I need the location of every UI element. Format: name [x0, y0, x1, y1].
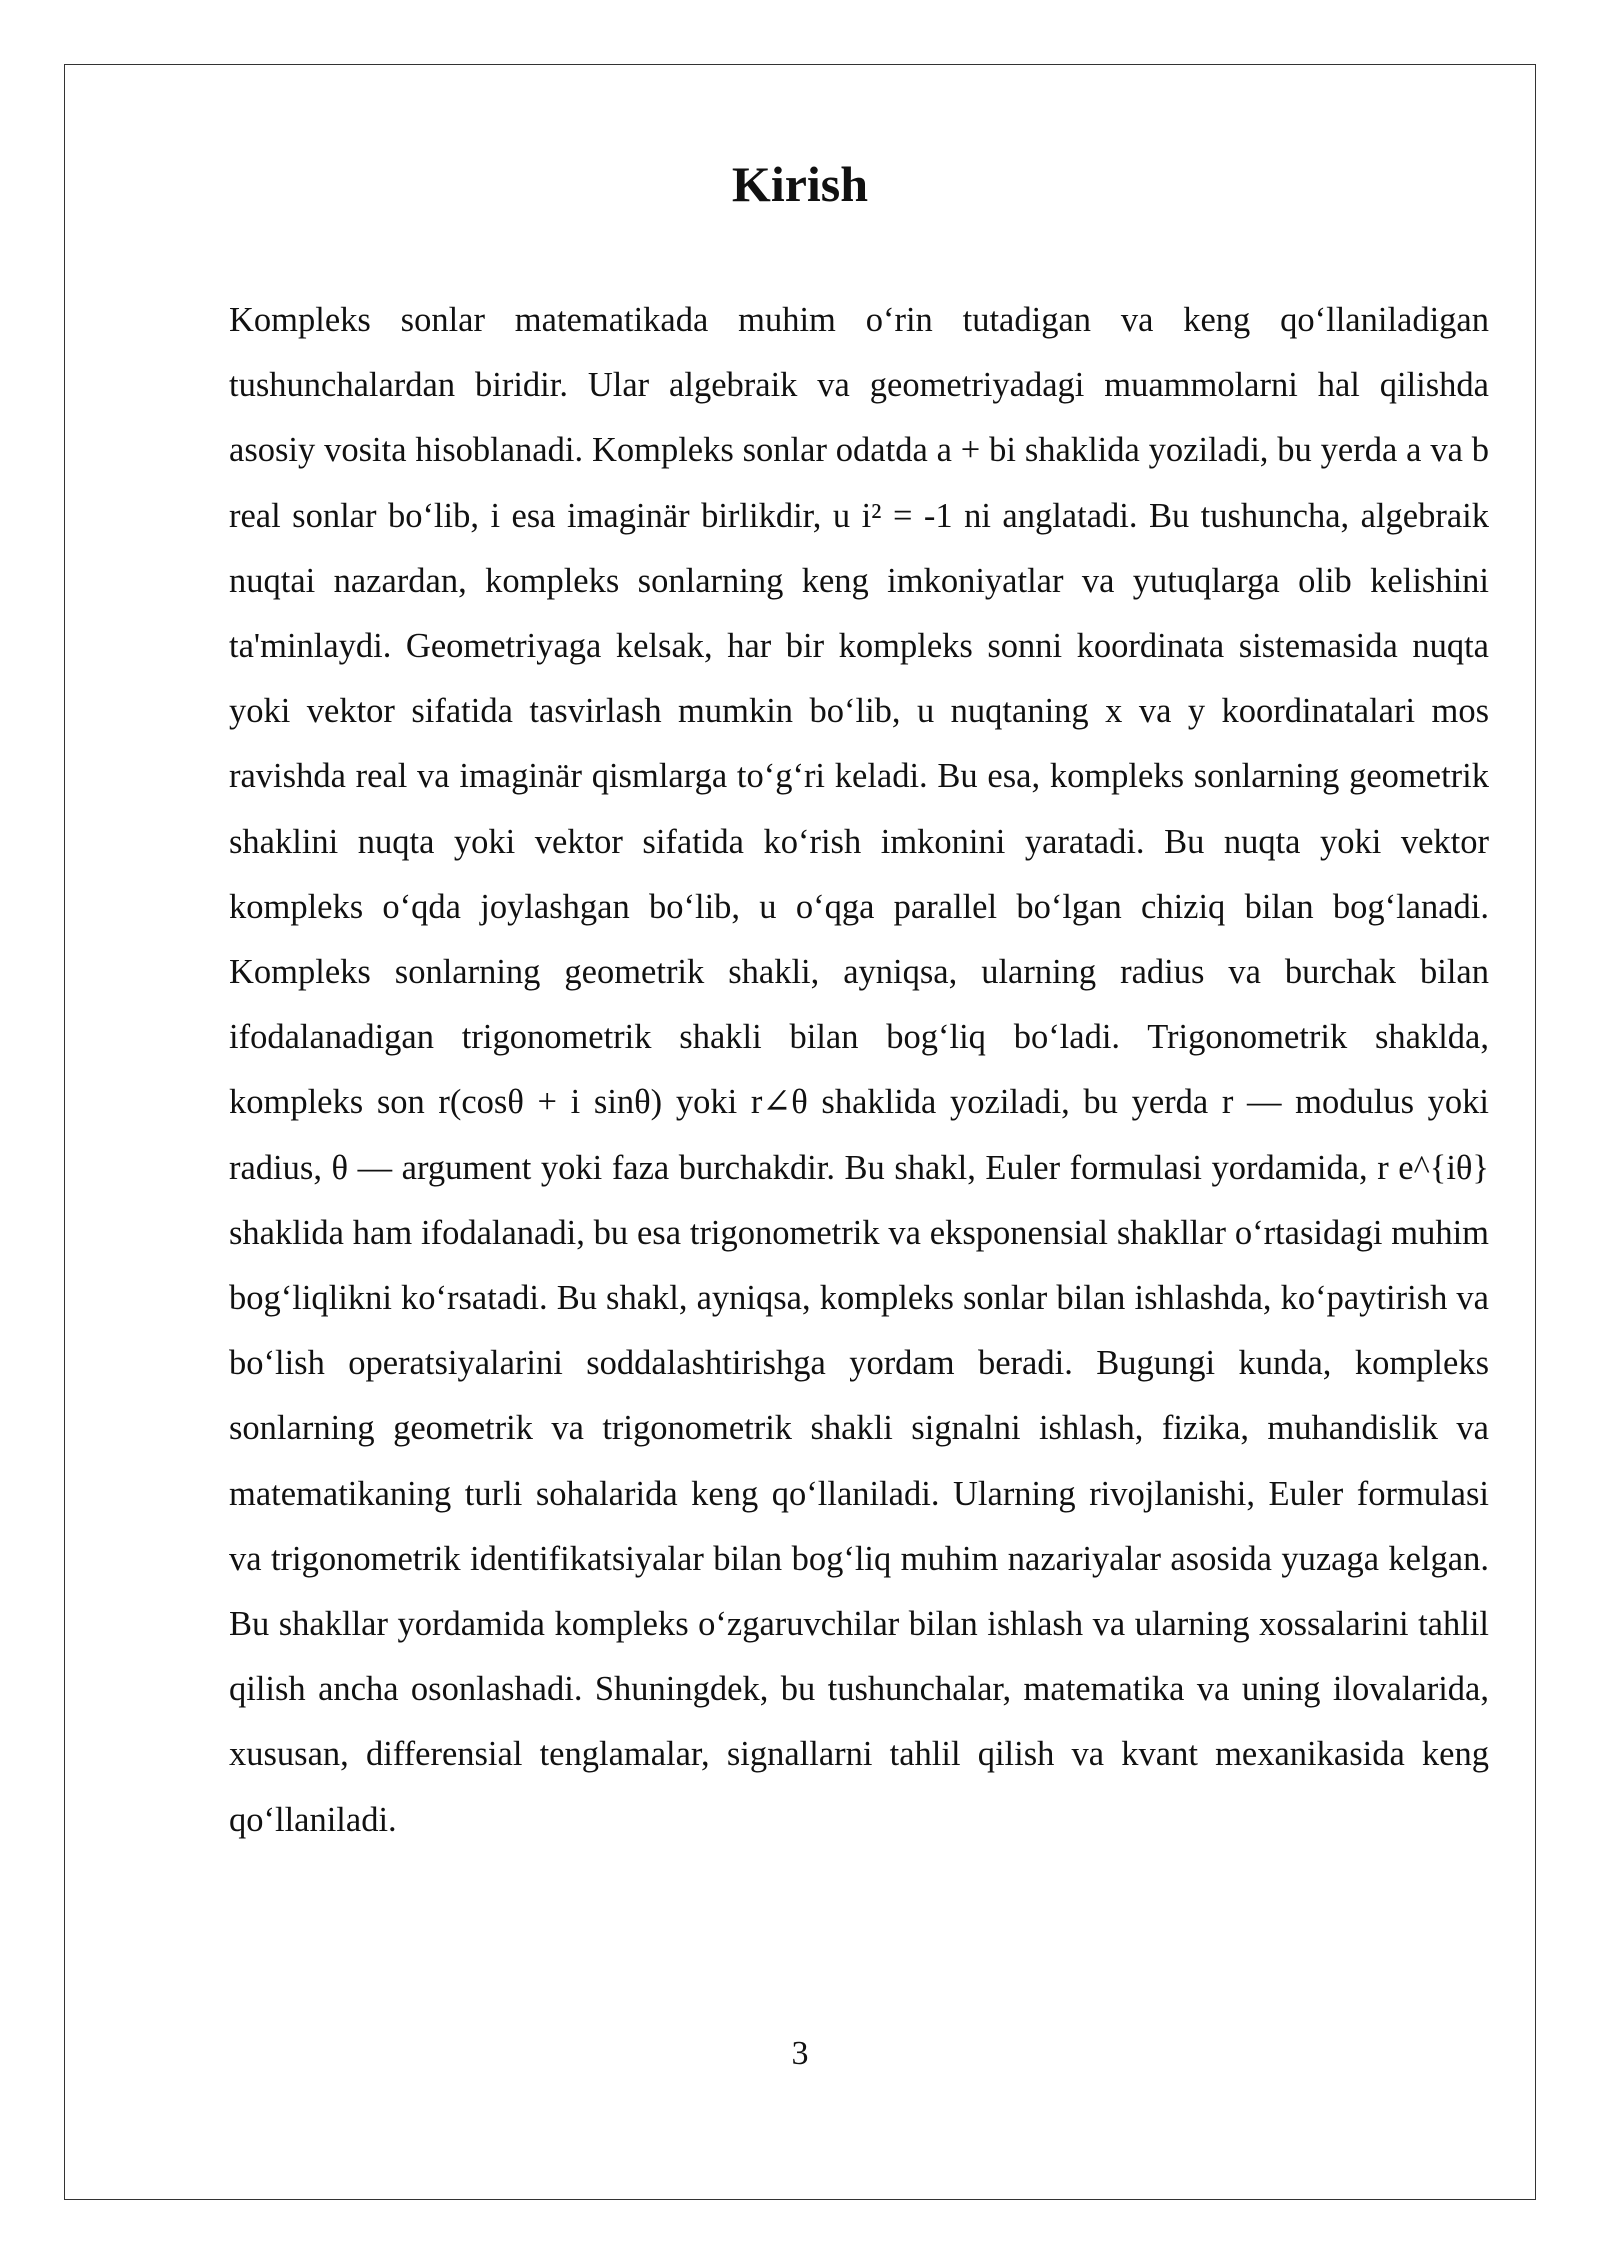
- page-number: 3: [791, 2035, 809, 2072]
- page-title: Kirish: [731, 156, 869, 212]
- body-paragraph: Kompleks sonlar matematikada muhim o‘rin tutadigan va keng qo‘llaniladigan tushunchalardan biridir. Ular algebraik va geometriyadagi muammolarni hal qilishda asosiy vosita hisoblanadi. Kompleks sonlar odatda a + bi shaklida yoziladi, bu yerda a va b real sonlar bo‘lib, i esa imaginär birlikdir, u i² = -1 ni anglatadi. Bu tushuncha, algebraik nuqtai nazardan, kompleks sonlarning keng imkoniyatlar va yutuqlarga olib kelishini ta'minlaydi. Geometriyaga kelsak, har bir kompleks sonni koordinata sistemasida nuqta yoki vektor sifatida tasvirlash mumkin bo‘lib, u nuqtaning x va y koordinatalari mos ravishda real va imaginär qismlarga to‘g‘ri keladi. Bu esa, kompleks sonlarning geometrik shaklini nuqta yoki vektor sifatida ko‘rish imkonini yaratadi. Bu nuqta yoki vektor kompleks o‘qda joylashgan bo‘lib, u o‘qga parallel bo‘lgan chiziq bilan bog‘lanadi. Kompleks sonlarning geometrik shakli, ayniqsa, ularning radius va burchak bilan ifodalanadigan trigonometrik shakli bilan bog‘liq bo‘ladi. Trigonometrik shaklda, kompleks son r(cosθ + i sinθ) yoki r∠θ shaklida yoziladi, bu yerda r — modulus yoki radius, θ — argument yoki faza burchakdir. Bu shakl, Euler formulasi yordamida, r e^{iθ} shaklida ham ifodalanadi, bu esa trigonometrik va eksponensial shakllar o‘rtasidagi muhim bog‘liqlikni ko‘rsatadi. Bu shakl, ayniqsa, kompleks sonlar bilan ishlashda, ko‘paytirish va bo‘lish operatsiyalarini soddalashtirishga yordam beradi. Bugungi kunda, kompleks sonlarning geometrik va trigonometrik shakli signalni ishlash, fizika, muhandislik va matematikaning turli sohalarida keng qo‘llaniladi. Ularning rivojlanishi, Euler formulasi va trigonometrik identifikatsiyalar bilan bog‘liq muhim nazariyalar asosida yuzaga kelgan. Bu shakllar yordamida kompleks o‘zgaruvchilar bilan ishlash va ularning xossalarini tahlil qilish ancha osonlashadi. Shuningdek, bu tushunchalar, matematika va uning ilovalarida, xususan, differensial tenglamalar, signallarni tahlil qilish va kvant mexanikasida keng qo‘llaniladi.: [229, 301, 1489, 1839]
